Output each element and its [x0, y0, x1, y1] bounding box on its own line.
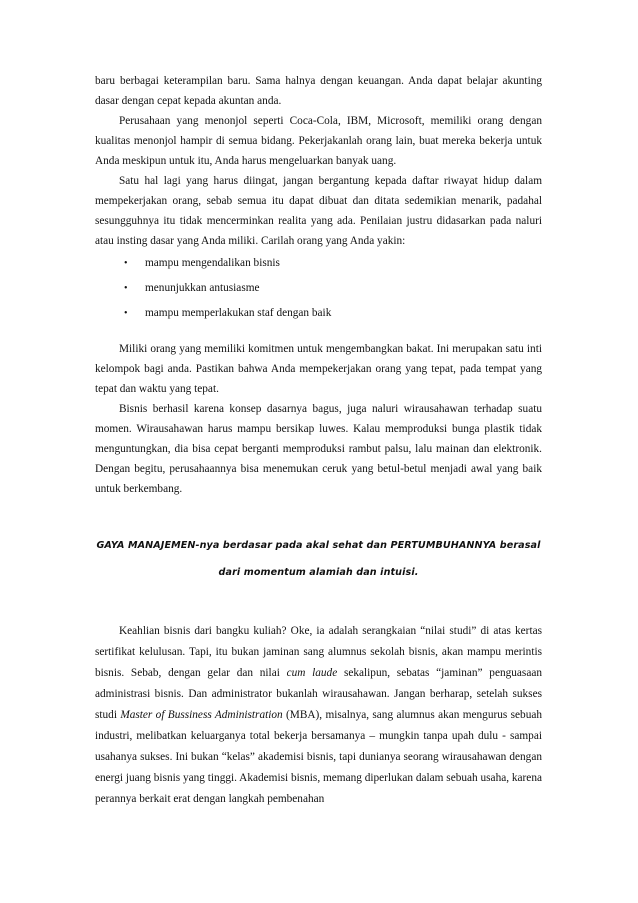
- bullet-icon: •: [124, 258, 128, 269]
- paragraph-6-italic-2: Master of Bussiness Administration: [120, 709, 283, 721]
- paragraph-1: baru berbagai keterampilan baru. Sama halnya dengan keuangan. Anda dapat belajar akunting dasar dengan cepat kepada akuntan anda.: [95, 75, 542, 107]
- heading-line-1: GAYA MANAJEMEN-nya berdasar pada akal sehat dan PERTUMBUHANNYA berasal: [96, 540, 541, 551]
- list-item-text: mampu memperlakukan staf dengan baik: [145, 307, 332, 319]
- section-heading: [95, 536, 542, 583]
- list-item-text: mampu mengendalikan bisnis: [145, 257, 280, 269]
- bullet-icon: •: [124, 283, 128, 294]
- paragraph-6: [95, 621, 542, 810]
- list-item: [95, 276, 542, 301]
- document-page: [95, 71, 542, 810]
- paragraph-3: Satu hal lagi yang harus diingat, jangan bergantung kepada daftar riwayat hidup dalam mempekerjakan orang, sebab semua itu dapat dibuat dan ditata sedemikian menarik, padahal sesungguhnya itu tidak mencerminkan realita yang ada. Penilaian justru didasarkan pada naluri atau insting dasar yang Anda miliki. Carilah orang yang Anda yakin:: [95, 175, 542, 247]
- list-item: [95, 251, 542, 276]
- paragraph-6-part-3: (MBA), misalnya, sang alumnus akan mengurus sebuah industri, melibatkan keluarganya total bekerja bersamanya – mungkin tanpa upah dulu - sampai usahanya sukses. Ini bukan “kelas” akademisi bisnis, tapi dunianya seorang wirausahawan dengan energi juang bisnis yang tinggi. Akademisi bisnis, memang diperlukan dalam sebuah usaha, karena perannya berkait erat dengan langkah pembenahan: [95, 709, 543, 805]
- list-item-text: menunjukkan antusiasme: [145, 282, 260, 294]
- bullet-list: [95, 251, 542, 326]
- paragraph-2: Perusahaan yang menonjol seperti Coca-Cola, IBM, Microsoft, memiliki orang dengan kualitas menonjol hampir di semua bidang. Pekerjakanlah orang lain, buat mereka bekerja untuk Anda meskipun untuk itu, Anda harus mengeluarkan banyak uang.: [95, 115, 542, 167]
- bullet-icon: •: [124, 308, 128, 319]
- paragraph-6-part-2: sekalipun, sebatas “jaminan” penguasaan administrasi bisnis. Dan administrator bukanlah wirausahawan. Jangan berharap, setelah sukses studi: [95, 667, 542, 721]
- list-item: [95, 301, 542, 326]
- paragraph-5: Bisnis berhasil karena konsep dasarnya bagus, juga naluri wirausahawan terhadap suatu momen. Wirausahawan harus mampu bersikap luwes. Kalau memproduksi bunga plastik tidak menguntungkan, dia bisa cepat berganti memproduksi rambut palsu, lalu mainan dan elektronik. Dengan begitu, perusahaannya bisa menemukan ceruk yang betul-betul menjadi awal yang baik untuk berkembang.: [95, 403, 542, 495]
- paragraph-4: Miliki orang yang memiliki komitmen untuk mengembangkan bakat. Ini merupakan satu inti kelompok bagi anda. Pastikan bahwa Anda mempekerjakan orang yang tepat, pada tempat yang tepat dan waktu yang tepat.: [95, 343, 542, 395]
- heading-line-2: dari momentum alamiah dan intuisi.: [218, 567, 419, 578]
- paragraph-6-part-1: Keahlian bisnis dari bangku kuliah? Oke, ia adalah serangkaian “nilai studi” di atas kertas sertifikat kelulusan. Tapi, itu bukan jaminan sang alumnus sekolah bisnis, akan mampu merintis bisnis. Sebab, dengan gelar dan nilai: [95, 625, 542, 679]
- paragraph-6-italic-1: cum laude: [286, 667, 338, 679]
